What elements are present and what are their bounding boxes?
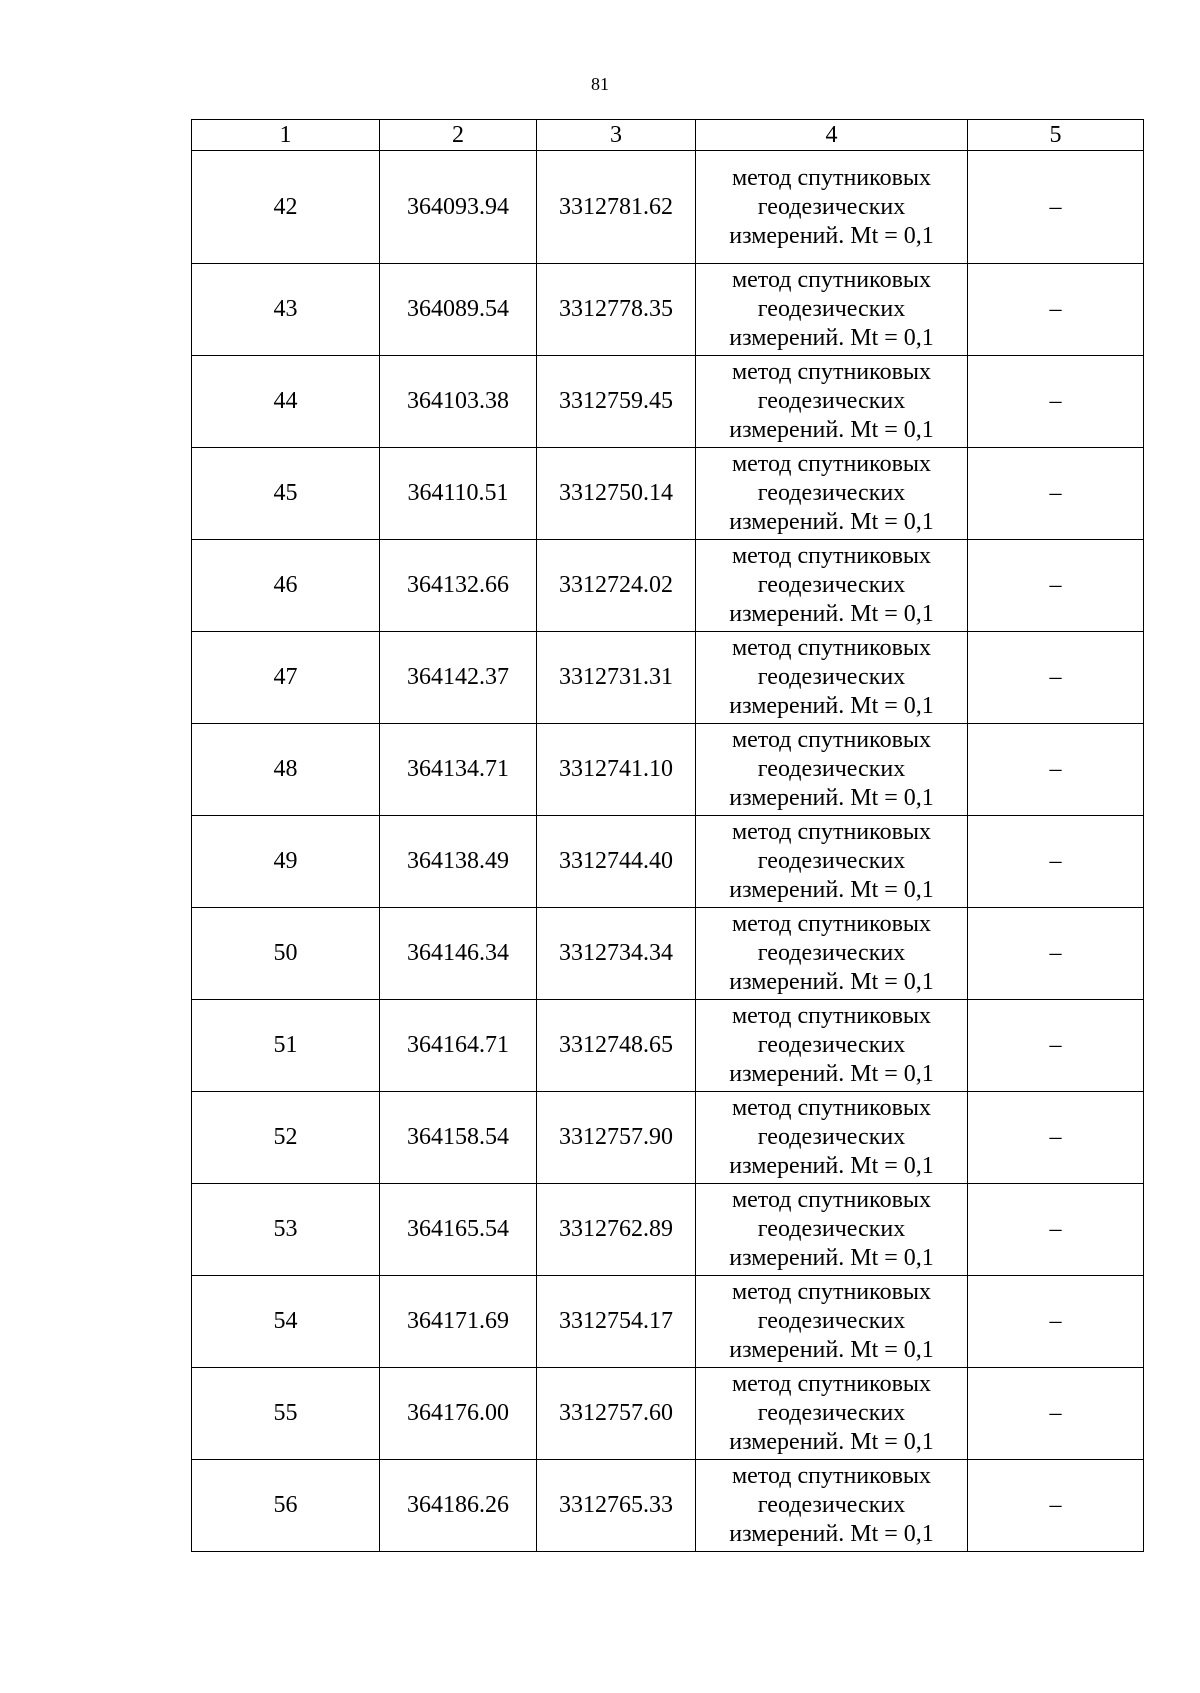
method-text: измерений. Mt = 0,1: [729, 785, 934, 811]
table-row: [192, 151, 1144, 264]
y-coordinate-cell: 3312731.31: [537, 632, 696, 724]
point-number-cell: 46: [192, 540, 380, 632]
method-cell: [696, 448, 968, 540]
page-number: 81: [591, 74, 609, 94]
description-cell: –: [968, 1184, 1144, 1276]
table-row: [192, 1460, 1144, 1552]
method-cell: [696, 356, 968, 448]
table-row: [192, 1000, 1144, 1092]
x-coordinate-cell: 364171.69: [380, 1276, 537, 1368]
table-row: [192, 448, 1144, 540]
description-cell: –: [968, 1276, 1144, 1368]
x-coordinate-cell: 364158.54: [380, 1092, 537, 1184]
method-text: измерений. Mt = 0,1: [729, 601, 934, 627]
method-cell: [696, 540, 968, 632]
method-text: метод спутниковых: [731, 1187, 932, 1213]
y-coordinate-cell: 3312765.33: [537, 1460, 696, 1552]
method-cell: [696, 1184, 968, 1276]
method-cell: [696, 632, 968, 724]
point-number-cell: 44: [192, 356, 380, 448]
column-header: 1: [192, 120, 380, 151]
method-text: измерений. Mt = 0,1: [729, 877, 934, 903]
y-coordinate-cell: 3312781.62: [537, 151, 696, 264]
x-coordinate-cell: 364165.54: [380, 1184, 537, 1276]
method-text: геодезических: [757, 572, 906, 598]
method-text: геодезических: [757, 1124, 906, 1150]
method-text: измерений. Mt = 0,1: [729, 1521, 934, 1547]
method-text: геодезических: [757, 848, 906, 874]
point-number-cell: 52: [192, 1092, 380, 1184]
y-coordinate-cell: 3312778.35: [537, 264, 696, 356]
y-coordinate-cell: 3312734.34: [537, 908, 696, 1000]
method-text: измерений. Mt = 0,1: [729, 1337, 934, 1363]
method-text: измерений. Mt = 0,1: [729, 969, 934, 995]
table-body: [192, 151, 1144, 1552]
point-number-cell: 48: [192, 724, 380, 816]
method-text: измерений. Mt = 0,1: [729, 417, 934, 443]
table-header-row: [192, 120, 1144, 151]
description-cell: –: [968, 816, 1144, 908]
y-coordinate-cell: 3312757.90: [537, 1092, 696, 1184]
method-text: измерений. Mt = 0,1: [729, 1429, 934, 1455]
y-coordinate-cell: 3312750.14: [537, 448, 696, 540]
method-text: геодезических: [757, 480, 906, 506]
description-cell: –: [968, 1460, 1144, 1552]
method-text: метод спутниковых: [731, 1279, 932, 1305]
method-text: геодезических: [757, 1032, 906, 1058]
method-text: измерений. Mt = 0,1: [729, 693, 934, 719]
method-text: метод спутниковых: [731, 543, 932, 569]
description-cell: –: [968, 632, 1144, 724]
point-number-cell: 53: [192, 1184, 380, 1276]
table-row: [192, 816, 1144, 908]
table-row: [192, 1184, 1144, 1276]
method-text: геодезических: [757, 193, 906, 220]
table-row: [192, 540, 1144, 632]
x-coordinate-cell: 364138.49: [380, 816, 537, 908]
y-coordinate-cell: 3312744.40: [537, 816, 696, 908]
x-coordinate-cell: 364146.34: [380, 908, 537, 1000]
method-text: метод спутниковых: [731, 819, 932, 845]
description-cell: –: [968, 724, 1144, 816]
x-coordinate-cell: 364132.66: [380, 540, 537, 632]
point-number-cell: 54: [192, 1276, 380, 1368]
table-row: [192, 1276, 1144, 1368]
column-header: 2: [380, 120, 537, 151]
column-header: 5: [968, 120, 1144, 151]
x-coordinate-cell: 364176.00: [380, 1368, 537, 1460]
table-row: [192, 632, 1144, 724]
method-text: геодезических: [757, 664, 906, 690]
method-text: геодезических: [757, 1492, 906, 1518]
method-text: измерений. Mt = 0,1: [729, 509, 934, 535]
x-coordinate-cell: 364142.37: [380, 632, 537, 724]
method-text: метод спутниковых: [731, 267, 932, 293]
method-text: измерений. Mt = 0,1: [729, 325, 934, 351]
method-text: метод спутниковых: [731, 1095, 932, 1121]
method-text: метод спутниковых: [731, 635, 932, 661]
point-number-cell: 42: [192, 151, 380, 264]
method-text: измерений. Mt = 0,1: [729, 222, 934, 249]
coordinates-table: [191, 119, 1144, 1552]
point-number-cell: 43: [192, 264, 380, 356]
y-coordinate-cell: 3312757.60: [537, 1368, 696, 1460]
table-row: [192, 1368, 1144, 1460]
method-cell: [696, 1092, 968, 1184]
point-number-cell: 51: [192, 1000, 380, 1092]
table-row: [192, 908, 1144, 1000]
description-cell: –: [968, 356, 1144, 448]
point-number-cell: 50: [192, 908, 380, 1000]
column-header: 4: [696, 120, 968, 151]
method-cell: [696, 908, 968, 1000]
y-coordinate-cell: 3312748.65: [537, 1000, 696, 1092]
method-text: геодезических: [757, 296, 906, 322]
point-number-cell: 49: [192, 816, 380, 908]
method-cell: [696, 1460, 968, 1552]
method-text: метод спутниковых: [731, 911, 932, 937]
method-text: измерений. Mt = 0,1: [729, 1153, 934, 1179]
description-cell: –: [968, 151, 1144, 264]
method-text: метод спутниковых: [731, 164, 932, 191]
method-text: метод спутниковых: [731, 1003, 932, 1029]
y-coordinate-cell: 3312741.10: [537, 724, 696, 816]
x-coordinate-cell: 364103.38: [380, 356, 537, 448]
x-coordinate-cell: 364134.71: [380, 724, 537, 816]
x-coordinate-cell: 364164.71: [380, 1000, 537, 1092]
method-cell: [696, 151, 968, 264]
method-text: метод спутниковых: [731, 1371, 932, 1397]
method-text: геодезических: [757, 940, 906, 966]
method-text: метод спутниковых: [731, 359, 932, 385]
method-cell: [696, 1276, 968, 1368]
description-cell: –: [968, 1092, 1144, 1184]
method-cell: [696, 1368, 968, 1460]
method-text: метод спутниковых: [731, 1463, 932, 1489]
method-text: метод спутниковых: [731, 451, 932, 477]
method-text: геодезических: [757, 1400, 906, 1426]
column-header: 3: [537, 120, 696, 151]
method-text: геодезических: [757, 1216, 906, 1242]
y-coordinate-cell: 3312762.89: [537, 1184, 696, 1276]
description-cell: –: [968, 908, 1144, 1000]
y-coordinate-cell: 3312724.02: [537, 540, 696, 632]
description-cell: –: [968, 448, 1144, 540]
x-coordinate-cell: 364110.51: [380, 448, 537, 540]
point-number-cell: 47: [192, 632, 380, 724]
method-cell: [696, 724, 968, 816]
x-coordinate-cell: 364186.26: [380, 1460, 537, 1552]
table-row: [192, 724, 1144, 816]
method-text: метод спутниковых: [731, 727, 932, 753]
point-number-cell: 56: [192, 1460, 380, 1552]
x-coordinate-cell: 364093.94: [380, 151, 537, 264]
method-text: геодезических: [757, 756, 906, 782]
point-number-cell: 55: [192, 1368, 380, 1460]
method-cell: [696, 816, 968, 908]
table-row: [192, 356, 1144, 448]
description-cell: –: [968, 1000, 1144, 1092]
point-number-cell: 45: [192, 448, 380, 540]
method-cell: [696, 1000, 968, 1092]
y-coordinate-cell: 3312759.45: [537, 356, 696, 448]
description-cell: –: [968, 264, 1144, 356]
method-text: геодезических: [757, 388, 906, 414]
method-text: геодезических: [757, 1308, 906, 1334]
y-coordinate-cell: 3312754.17: [537, 1276, 696, 1368]
table-row: [192, 264, 1144, 356]
method-text: измерений. Mt = 0,1: [729, 1061, 934, 1087]
table-row: [192, 1092, 1144, 1184]
method-text: измерений. Mt = 0,1: [729, 1245, 934, 1271]
description-cell: –: [968, 1368, 1144, 1460]
x-coordinate-cell: 364089.54: [380, 264, 537, 356]
description-cell: –: [968, 540, 1144, 632]
method-cell: [696, 264, 968, 356]
